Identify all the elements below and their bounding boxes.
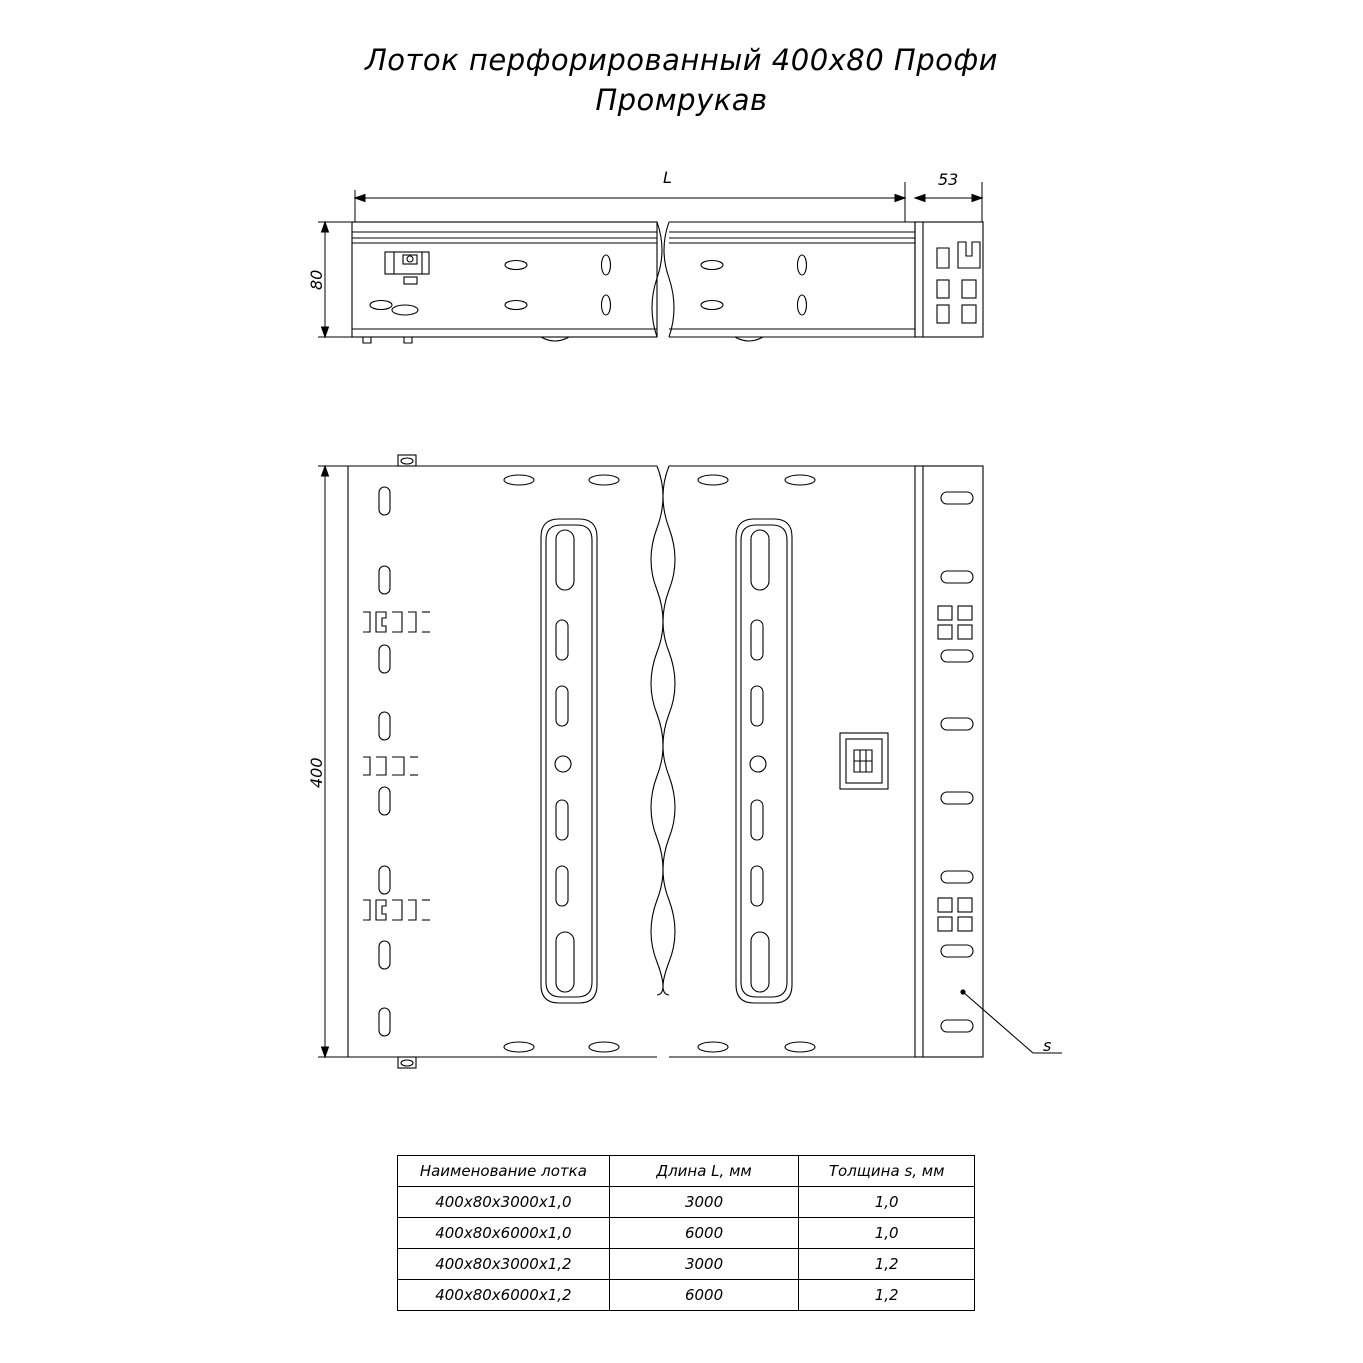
- table-cell-thickness: 1,2: [799, 1280, 975, 1311]
- table-row: [398, 1218, 975, 1249]
- label-400: 400: [307, 757, 326, 788]
- table-cell-name: 400х80х6000х1,0: [398, 1218, 610, 1249]
- table-cell-length: 3000: [609, 1249, 799, 1280]
- table-header-cell: Длина L, мм: [609, 1156, 799, 1187]
- plan-view-flange: [915, 466, 1062, 1057]
- table-cell-length: 6000: [609, 1280, 799, 1311]
- table-header-row: [398, 1156, 975, 1187]
- table-header-cell: Толщина s, мм: [799, 1156, 975, 1187]
- table-cell-thickness: 1,0: [799, 1187, 975, 1218]
- label-length-L: L: [663, 168, 672, 187]
- table-cell-name: 400х80х6000х1,2: [398, 1280, 610, 1311]
- dimension-length: [355, 182, 905, 222]
- specification-table: [397, 1155, 975, 1311]
- table-cell-length: 6000: [609, 1218, 799, 1249]
- table-cell-name: 400х80х3000х1,0: [398, 1187, 610, 1218]
- table-cell-name: 400х80х3000х1,2: [398, 1249, 610, 1280]
- side-view-end-piece: [915, 222, 983, 337]
- plan-view-right: [663, 466, 915, 1057]
- label-thickness-s: s: [1043, 1036, 1052, 1055]
- plan-view-left: [348, 455, 663, 1068]
- table-cell-length: 3000: [609, 1187, 799, 1218]
- table-cell-thickness: 1,0: [799, 1218, 975, 1249]
- label-53: 53: [938, 170, 959, 189]
- table-cell-thickness: 1,2: [799, 1249, 975, 1280]
- side-view-left: [352, 222, 662, 343]
- title-line-2: Промрукав: [595, 83, 768, 117]
- table-row: [398, 1280, 975, 1311]
- side-view-right: [664, 222, 915, 341]
- label-80: 80: [307, 269, 326, 290]
- title-line-1: Лоток перфорированный 400х80 Профи: [364, 43, 999, 77]
- table-header-cell: Наименование лотка: [398, 1156, 610, 1187]
- table-row: [398, 1187, 975, 1218]
- table-row: [398, 1249, 975, 1280]
